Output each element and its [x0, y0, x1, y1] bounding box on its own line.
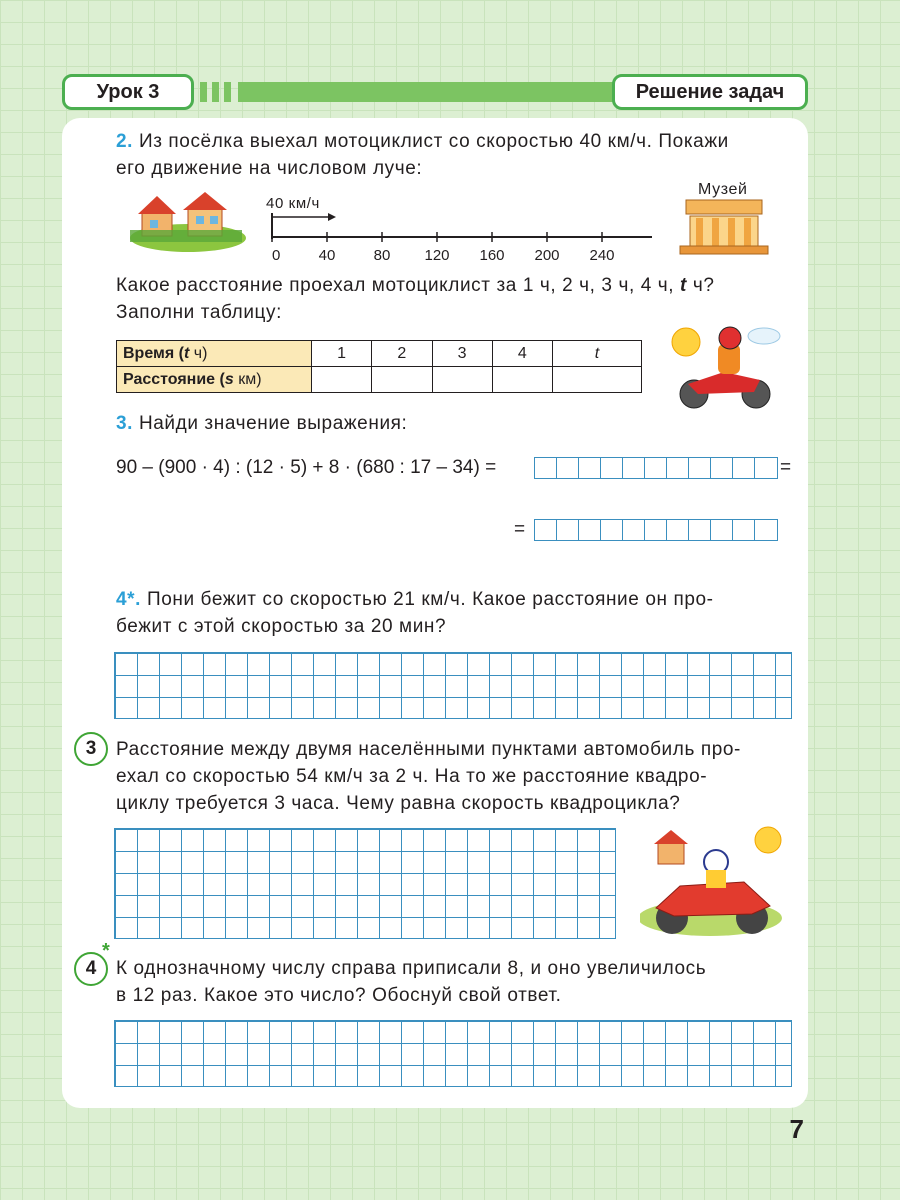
th-part: ч): [189, 344, 208, 362]
question-ch: ч?: [692, 275, 715, 296]
th-var: t: [183, 344, 190, 362]
th-part: Расстояние (: [123, 370, 225, 388]
ray-tick-label: 240: [589, 247, 615, 264]
answer-cells-1[interactable]: [534, 457, 778, 479]
ray-tick-label: 40: [318, 247, 336, 264]
th-var: s: [224, 370, 234, 388]
answer-cell[interactable]: [492, 367, 552, 393]
table-col-header: 3: [432, 341, 492, 367]
answer-cell[interactable]: [372, 367, 432, 393]
problem3-line3: циклу требуется 3 часа. Чему равна скорость квадроцикла?: [116, 793, 681, 814]
motorcyclist-illustration: [664, 318, 790, 414]
problem3-line1: Расстояние между двумя населёнными пунктами автомобиль про-: [116, 739, 741, 760]
answer-cell[interactable]: [312, 367, 372, 393]
topic-label: Решение задач: [635, 80, 785, 103]
time-distance-table: [116, 340, 642, 393]
museum-label: Музей: [698, 181, 748, 198]
task3-text: Найди значение выражения:: [138, 413, 408, 434]
table-col-header: 4: [492, 341, 552, 367]
task2-number: 2.: [116, 131, 134, 152]
table-col-header: 2: [372, 341, 432, 367]
th-part: км): [233, 370, 262, 388]
answer-cell[interactable]: [432, 367, 492, 393]
problem4-number: 4: [74, 952, 108, 986]
task4-line1: [116, 586, 714, 613]
arrow-head: [328, 213, 336, 221]
ray-tick-label: 160: [479, 247, 505, 264]
problem4-line1: К однозначному числу справа приписали 8, и оно увеличилось: [116, 958, 707, 979]
answer-grid-task4[interactable]: [114, 652, 792, 719]
lesson-label: Урок 3: [96, 80, 160, 103]
task4-line2: бежит с этой скоростью за 20 мин?: [116, 616, 447, 637]
problem4-line2: в 12 раз. Какое это число? Обоснуй свой ответ.: [116, 985, 562, 1006]
answer-grid-problem3[interactable]: [114, 828, 616, 939]
task4-number: 4*.: [116, 589, 142, 610]
museum-illustration: [678, 196, 770, 258]
header-bar-stripe: [212, 82, 219, 102]
expression: 90 – (900 · 4) : (12 · 5) + 8 · (680 : 17 – 34) =: [116, 457, 497, 478]
village-illustration: [128, 190, 246, 252]
header-bar-stripe: [200, 82, 207, 102]
distance-header: [117, 367, 312, 393]
table-col-header: 1: [312, 341, 372, 367]
equals-sign: =: [514, 519, 526, 540]
problem3-line2: ехал со скоростью 54 км/ч за 2 ч. На то же расстояние квадро-: [116, 766, 708, 787]
task2-question2: Заполни таблицу:: [116, 302, 282, 323]
problem4-star: *: [102, 940, 110, 962]
ray-tick-label: 0: [272, 247, 281, 264]
header-bar-stripe: [224, 82, 231, 102]
task3-number: 3.: [116, 413, 134, 434]
task2-text1: Из посёлка выехал мотоциклист со скоростью 40 км/ч. Покажи: [138, 131, 729, 152]
speed-label: 40 км/ч: [266, 195, 320, 212]
task2-question: [116, 272, 715, 299]
ray-tick-label: 200: [534, 247, 560, 264]
question-text: Какое расстояние проехал мотоциклист за 1 ч, 2 ч, 3 ч, 4 ч,: [116, 275, 675, 296]
question-t: t: [680, 275, 687, 296]
header-bar: [238, 82, 614, 102]
quad-bike-illustration: [640, 822, 790, 940]
answer-cell[interactable]: [553, 367, 642, 393]
table-col-header: t: [553, 341, 642, 367]
th-part: Время (: [123, 344, 184, 362]
number-ray: [264, 205, 656, 267]
topic-badge: [612, 74, 808, 110]
problem3-number: 3: [74, 732, 108, 766]
answer-grid-problem4[interactable]: [114, 1020, 792, 1087]
ray-tick-label: 80: [373, 247, 391, 264]
task2-line2: его движение на числовом луче:: [116, 158, 423, 179]
task4-text1: Пони бежит со скоростью 21 км/ч. Какое расстояние он про-: [146, 589, 714, 610]
task2-line1: [116, 128, 729, 155]
task3-heading: [116, 410, 407, 437]
answer-cells-2[interactable]: [534, 519, 778, 541]
time-header: [117, 341, 312, 367]
ray-tick-label: 120: [424, 247, 450, 264]
equals-sign: =: [780, 457, 792, 478]
page-number: 7: [789, 1114, 804, 1144]
table-row: [117, 367, 642, 393]
lesson-badge: [62, 74, 194, 110]
table-row: [117, 341, 642, 367]
